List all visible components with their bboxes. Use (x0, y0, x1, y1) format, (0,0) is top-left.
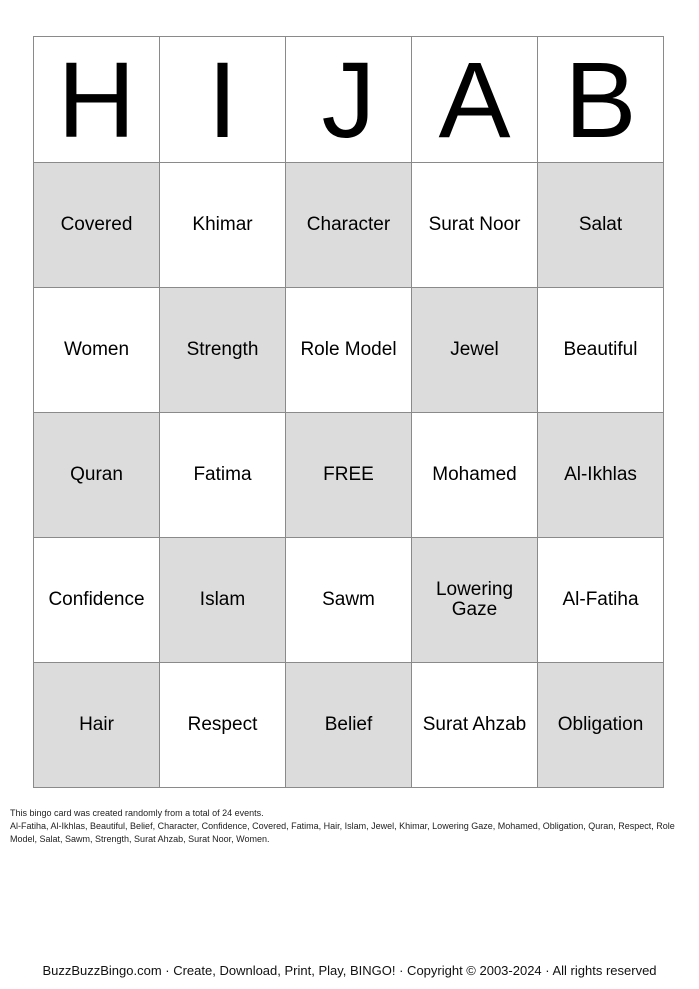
bingo-cell: Khimar (160, 163, 286, 288)
footer-copyright: BuzzBuzzBingo.com · Create, Download, Print, Play, BINGO! · Copyright © 2003-2024 · All rights reserved (42, 963, 657, 978)
bingo-cell: Quran (34, 413, 160, 538)
note-event-list: Al-Fatiha, Al-Ikhlas, Beautiful, Belief, Character, Confidence, Covered, Fatima, Hair, Islam, Jewel, Khimar, Lowering Gaze, Mohamed, Obligation, Quran, Respect, Role Model, Salat, Sawm, Strength, Surat Ahzab, Surat Noor, Women. (10, 821, 675, 844)
bingo-cell: Belief (286, 663, 412, 788)
bingo-cell: Al-Ikhlas (538, 413, 664, 538)
header-letter: B (538, 37, 664, 163)
bingo-cell: Fatima (160, 413, 286, 538)
bingo-card (33, 36, 664, 788)
bingo-cell: Salat (538, 163, 664, 288)
header-letter: I (160, 37, 286, 163)
bingo-cell: Role Model (286, 288, 412, 413)
bingo-cell: Women (34, 288, 160, 413)
card-row (34, 288, 664, 413)
free-space-cell: FREE (286, 413, 412, 538)
card-row (34, 538, 664, 663)
header-letter: A (412, 37, 538, 163)
bingo-cell: Lowering Gaze (412, 538, 538, 663)
header-letter: H (34, 37, 160, 163)
note-summary: This bingo card was created randomly from a total of 24 events. (10, 808, 264, 818)
bingo-cell: Beautiful (538, 288, 664, 413)
bingo-cell: Obligation (538, 663, 664, 788)
bingo-cell: Al-Fatiha (538, 538, 664, 663)
bingo-cell: Surat Noor (412, 163, 538, 288)
bingo-cell: Jewel (412, 288, 538, 413)
bingo-cell: Confidence (34, 538, 160, 663)
header-letter: J (286, 37, 412, 163)
bingo-cell: Character (286, 163, 412, 288)
bingo-cell: Islam (160, 538, 286, 663)
header-row (34, 37, 664, 163)
card-row (34, 413, 664, 538)
bingo-cell: Hair (34, 663, 160, 788)
bingo-cell: Strength (160, 288, 286, 413)
bingo-cell: Mohamed (412, 413, 538, 538)
bingo-cell: Respect (160, 663, 286, 788)
bingo-cell: Surat Ahzab (412, 663, 538, 788)
bingo-cell: Sawm (286, 538, 412, 663)
card-row (34, 163, 664, 288)
bingo-cell: Covered (34, 163, 160, 288)
card-note (10, 807, 690, 846)
card-row (34, 663, 664, 788)
